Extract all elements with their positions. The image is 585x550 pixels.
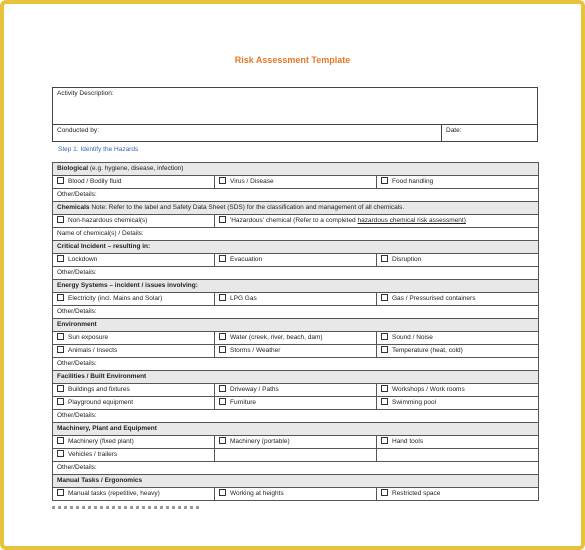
hazard-label: Evacuation bbox=[230, 256, 263, 263]
section-title: Manual Tasks / Ergonomics bbox=[57, 477, 143, 484]
hazard-cell bbox=[377, 488, 539, 501]
hazard-label: Temperature (heat, cold) bbox=[392, 347, 463, 354]
hazard-cell bbox=[377, 436, 539, 449]
hazard-cell bbox=[53, 384, 215, 397]
hazard-row bbox=[53, 488, 539, 501]
hazard-row bbox=[53, 384, 539, 397]
checkbox-hand-tools[interactable] bbox=[381, 437, 388, 444]
details-field[interactable] bbox=[53, 410, 539, 423]
hazard-label: Disruption bbox=[392, 256, 422, 263]
hazard-label: Lockdown bbox=[68, 256, 98, 263]
section-title: Environment bbox=[57, 321, 97, 328]
hazard-label: Non-hazardous chemical(s) bbox=[68, 217, 148, 224]
hazard-label: Storms / Weather bbox=[230, 347, 281, 354]
hazard-cell bbox=[53, 345, 215, 358]
details-field[interactable] bbox=[53, 267, 539, 280]
hazard-label: Blood / Bodily fluid bbox=[68, 178, 122, 185]
hazard-cell bbox=[377, 332, 539, 345]
hazard-label: Gas / Pressurised containers bbox=[392, 295, 476, 302]
hazard-row bbox=[53, 254, 539, 267]
hazard-label: Driveway / Paths bbox=[230, 386, 279, 393]
checkbox-temperature-heat-cold[interactable] bbox=[381, 346, 388, 353]
checkbox-working-at-heights[interactable] bbox=[219, 489, 226, 496]
checkbox-food-handling[interactable] bbox=[381, 177, 388, 184]
hazard-cell bbox=[215, 332, 377, 345]
hazard-cell bbox=[377, 254, 539, 267]
hazards-table bbox=[52, 162, 539, 501]
details-label: Other/Details: bbox=[57, 360, 97, 367]
checkbox-machinery-portable[interactable] bbox=[219, 437, 226, 444]
checkbox-vehicles-trailers[interactable] bbox=[57, 450, 64, 457]
hazard-cell bbox=[215, 345, 377, 358]
hazard-cell bbox=[215, 176, 377, 189]
hazard-label: Swimming pool bbox=[392, 399, 437, 406]
section-title: Chemicals bbox=[57, 204, 90, 211]
hazard-label: Machinery (fixed plant) bbox=[68, 438, 134, 445]
checkbox-sun-exposure[interactable] bbox=[57, 333, 64, 340]
checkbox-lockdown[interactable] bbox=[57, 255, 64, 262]
checkbox-playground-equipment[interactable] bbox=[57, 398, 64, 405]
hazard-cell bbox=[215, 488, 377, 501]
hazard-row bbox=[53, 449, 539, 462]
hazard-row bbox=[53, 176, 539, 189]
section-header-cell bbox=[53, 280, 539, 293]
hazard-label: Furniture bbox=[230, 399, 257, 406]
checkbox-disruption[interactable] bbox=[381, 255, 388, 262]
step-heading: Step 1: Identify the Hazards bbox=[58, 146, 139, 153]
checkbox-non-hazardous[interactable] bbox=[57, 216, 64, 223]
checkbox-blood-bodily-fluid[interactable] bbox=[57, 177, 64, 184]
details-row bbox=[53, 189, 539, 202]
section-header-facilities bbox=[53, 371, 539, 384]
section-header-cell bbox=[53, 241, 539, 254]
section-header-machinery bbox=[53, 423, 539, 436]
section-header-cell bbox=[53, 475, 539, 488]
hazard-label: Sound / Noise bbox=[392, 334, 433, 341]
hazard-label: Playground equipment bbox=[68, 399, 134, 406]
checkbox-driveway-paths[interactable] bbox=[219, 385, 226, 392]
hazard-row bbox=[53, 345, 539, 358]
details-row bbox=[53, 410, 539, 423]
hazard-label: Machinery (portable) bbox=[230, 438, 290, 445]
section-header-chemicals bbox=[53, 202, 539, 215]
date-label: Date: bbox=[446, 127, 462, 134]
details-row bbox=[53, 358, 539, 371]
activity-description-field[interactable] bbox=[53, 88, 538, 125]
hazard-label: Manual tasks (repetitive, heavy) bbox=[68, 490, 160, 497]
hazard-label: Animals / Insects bbox=[68, 347, 118, 354]
risk-assessment-link[interactable]: hazardous chemical risk assessment) bbox=[357, 217, 466, 224]
hazard-cell bbox=[215, 215, 539, 228]
hazard-cell bbox=[215, 384, 377, 397]
hazard-label: Hand tools bbox=[392, 438, 424, 445]
hazard-cell bbox=[377, 176, 539, 189]
checkbox-hazardous[interactable] bbox=[219, 216, 226, 223]
details-field[interactable] bbox=[53, 189, 539, 202]
hazard-cell bbox=[377, 384, 539, 397]
details-field[interactable] bbox=[53, 306, 539, 319]
hazard-cell bbox=[53, 436, 215, 449]
section-header-cell bbox=[53, 371, 539, 384]
activity-description-label: Activity Description: bbox=[57, 90, 114, 97]
hazard-label: Water (creek, river, beach, dam) bbox=[230, 334, 323, 341]
section-header-cell bbox=[53, 423, 539, 436]
section-header-critical-incident bbox=[53, 241, 539, 254]
hazard-cell bbox=[377, 345, 539, 358]
hazard-cell bbox=[53, 215, 215, 228]
hazard-cell bbox=[215, 254, 377, 267]
checkbox-lpg-gas[interactable] bbox=[219, 294, 226, 301]
details-label: Other/Details: bbox=[57, 464, 97, 471]
section-note: (e.g. hygiene, disease, infection) bbox=[89, 165, 184, 172]
hazard-label: Workshops / Work rooms bbox=[392, 386, 465, 393]
hazard-cell bbox=[53, 293, 215, 306]
hazard-label: Working at heights bbox=[230, 490, 284, 497]
section-header-energy-systems bbox=[53, 280, 539, 293]
checkbox-virus-disease[interactable] bbox=[219, 177, 226, 184]
section-header-manual-tasks bbox=[53, 475, 539, 488]
hazard-row bbox=[53, 332, 539, 345]
details-label: Other/Details: bbox=[57, 191, 97, 198]
hazard-cell bbox=[377, 449, 539, 462]
hazard-cell bbox=[215, 293, 377, 306]
section-title: Critical Incident – resulting in: bbox=[57, 243, 151, 250]
hazard-row bbox=[53, 436, 539, 449]
section-header-cell bbox=[53, 319, 539, 332]
hazard-label: Electricity (incl. Mains and Solar) bbox=[68, 295, 163, 302]
hazard-cell bbox=[377, 293, 539, 306]
hazard-cell bbox=[215, 397, 377, 410]
details-row bbox=[53, 228, 539, 241]
hazard-cell bbox=[53, 254, 215, 267]
hazard-label: LPG Gas bbox=[230, 295, 257, 302]
section-title: Biological bbox=[57, 165, 89, 172]
checkbox-evacuation[interactable] bbox=[219, 255, 226, 262]
checkbox-buildings-and-fixtures[interactable] bbox=[57, 385, 64, 392]
checkbox-water-creek-river-beach-dam[interactable] bbox=[219, 333, 226, 340]
hazard-row bbox=[53, 397, 539, 410]
section-header-biological bbox=[53, 163, 539, 176]
details-label: Other/Details: bbox=[57, 308, 97, 315]
hazard-row bbox=[53, 215, 539, 228]
hazard-label: 'Hazardous' chemical (Refer to a completed bbox=[230, 217, 356, 224]
illegible-footer-text bbox=[52, 506, 202, 509]
section-title: Machinery, Plant and Equipment bbox=[57, 425, 157, 432]
hazard-cell bbox=[53, 176, 215, 189]
header-form bbox=[52, 87, 538, 142]
section-note: Note: Refer to the label and Safety Data Sheet (SDS) for the classification and management of all chemicals. bbox=[91, 204, 405, 211]
hazard-row bbox=[53, 293, 539, 306]
checkbox-restricted-space[interactable] bbox=[381, 489, 388, 496]
details-label: Name of chemical(s) / Details: bbox=[57, 230, 144, 237]
details-label: Other/Details: bbox=[57, 269, 97, 276]
hazard-label: Virus / Disease bbox=[230, 178, 274, 185]
checkbox-sound-noise[interactable] bbox=[381, 333, 388, 340]
section-title: Energy Systems – incident / issues involving: bbox=[57, 282, 198, 289]
hazard-label: Restricted space bbox=[392, 490, 441, 497]
section-title: Facilities / Built Environment bbox=[57, 373, 147, 380]
conducted-by-field[interactable] bbox=[53, 125, 442, 142]
hazard-label: Food handling bbox=[392, 178, 434, 185]
hazard-cell bbox=[53, 397, 215, 410]
hazard-cell bbox=[53, 449, 215, 462]
details-field[interactable] bbox=[53, 358, 539, 371]
conducted-by-label: Conducted by: bbox=[57, 127, 99, 134]
hazard-cell bbox=[215, 436, 377, 449]
details-field[interactable] bbox=[53, 228, 539, 241]
hazard-cell bbox=[53, 488, 215, 501]
section-header-environment bbox=[53, 319, 539, 332]
details-row bbox=[53, 462, 539, 475]
checkbox-electricity-incl-mains-and-solar[interactable] bbox=[57, 294, 64, 301]
hazard-cell bbox=[215, 449, 377, 462]
details-row bbox=[53, 267, 539, 280]
hazard-cell bbox=[377, 397, 539, 410]
checkbox-furniture[interactable] bbox=[219, 398, 226, 405]
date-field[interactable] bbox=[442, 125, 538, 142]
details-label: Other/Details: bbox=[57, 412, 97, 419]
page-title: Risk Assessment Template bbox=[234, 55, 351, 65]
checkbox-storms-weather[interactable] bbox=[219, 346, 226, 353]
checkbox-machinery-fixed-plant[interactable] bbox=[57, 437, 64, 444]
checkbox-animals-insects[interactable] bbox=[57, 346, 64, 353]
details-field[interactable] bbox=[53, 462, 539, 475]
checkbox-manual-tasks-repetitive-heavy[interactable] bbox=[57, 489, 64, 496]
hazard-label: Vehicles / trailers bbox=[68, 451, 118, 458]
section-header-cell bbox=[53, 202, 539, 215]
section-header-cell bbox=[53, 163, 539, 176]
checkbox-swimming-pool[interactable] bbox=[381, 398, 388, 405]
details-row bbox=[53, 306, 539, 319]
hazard-cell bbox=[53, 332, 215, 345]
checkbox-gas-pressurised-containers[interactable] bbox=[381, 294, 388, 301]
hazard-label: Sun exposure bbox=[68, 334, 109, 341]
checkbox-workshops-work-rooms[interactable] bbox=[381, 385, 388, 392]
hazard-label: Buildings and fixtures bbox=[68, 386, 130, 393]
